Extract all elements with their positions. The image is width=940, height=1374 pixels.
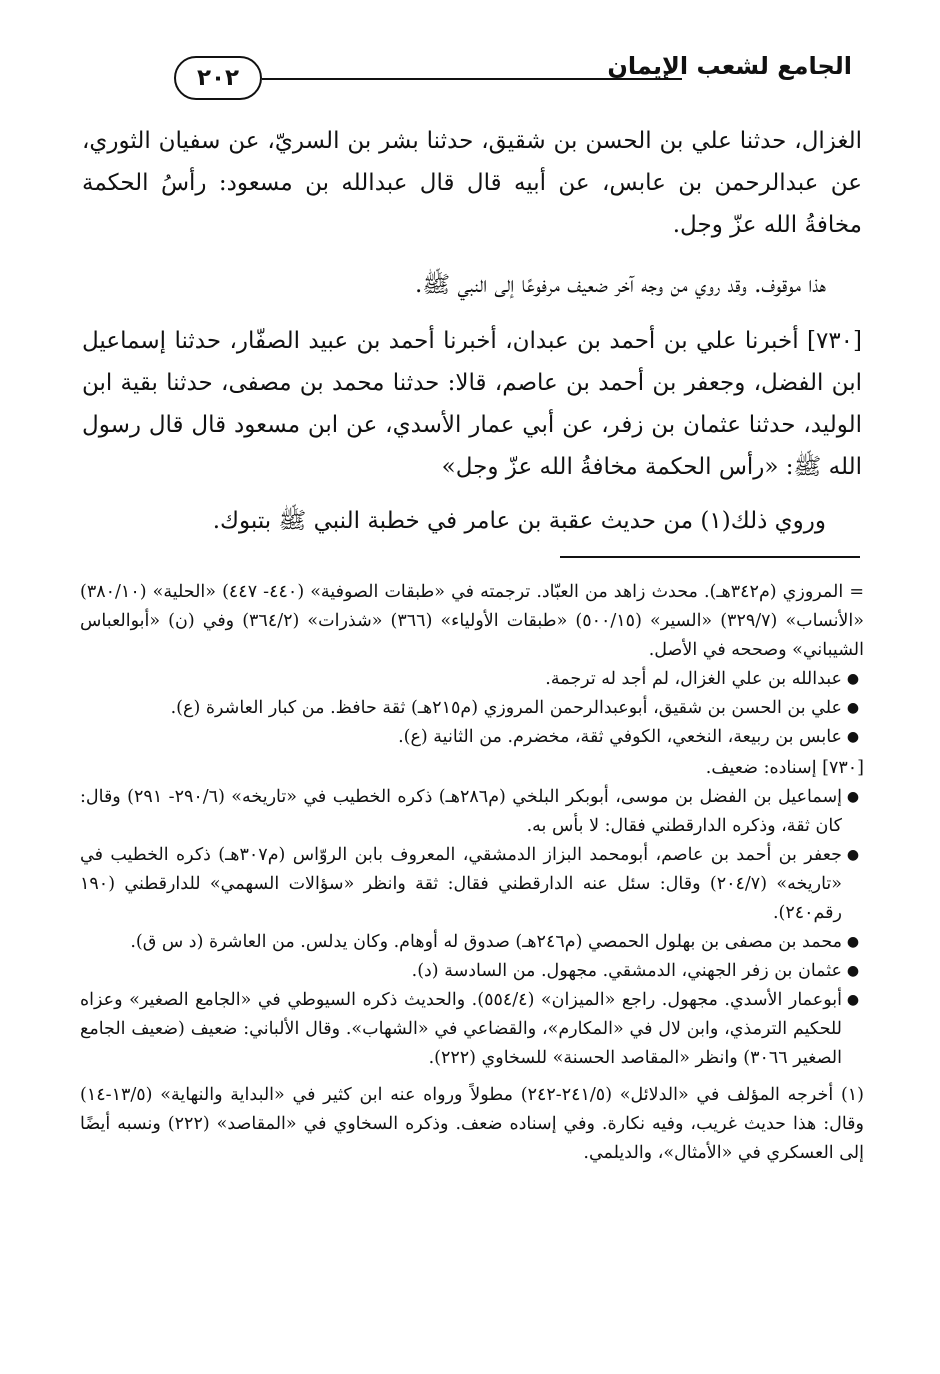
paragraph-mawquf-note: هذا موقوف. وقد روي من وجه آخر ضعيف مرفوعًا إلى النبي ﷺ. — [415, 272, 826, 298]
bullet-dot-icon: ● — [846, 671, 860, 687]
footnote-continuation: = المروزي (م٣٤٢هـ). محدث زاهد من العبّاد. ترجمته في «طبقات الصوفية» (٤٤٠- ٤٤٧) «الحلية» (٣٨٠/١٠) «الأنساب» (٣٢٩/٧) «السير» (٥٠٠/١٥) «طبقات الأولياء» (٣٦٦) «شذرات» (٣٦٤/٢) وفي (ن) «أبوالعباس الشيباني» وصححه في الأصل. — [80, 582, 864, 660]
note-text: جعفر بن أحمد بن عاصم، أبومحمد البزاز الدمشقي، المعروف بابن الروّاس (م٣٠٧هـ) ذكره الخطيب في «تاريخه» (٢٠٤/٧) وقال: سئل عنه الدارقطني فقال: ثقة وانظر «سؤالات السهمي» للدارقطني (١٩٠ رقم٢٤٠). — [80, 845, 842, 923]
note-text: علي بن الحسن بن شقيق، أبوعبدالرحمن المروزي (م٢١٥هـ) ثقة حافظ. من كبار العاشرة (ع). — [170, 698, 842, 718]
bullet-dot-icon: ● — [846, 847, 860, 863]
note-bullet — [80, 665, 864, 694]
bullet-dot-icon: ● — [846, 789, 860, 805]
main-text — [82, 120, 862, 542]
bullet-dot-icon: ● — [846, 992, 860, 1008]
footnote-1-marker: (١) — [840, 1085, 864, 1105]
bullet-dot-icon: ● — [846, 700, 860, 716]
footnote-1-text: أخرجه المؤلف في «الدلائل» (٢٤١/٥-٢٤٢) مطولاً ورواه عنه ابن كثير في «البداية والنهاية» (١٣/٥-١٤) وقال: هذا حديث غريب، وفيه نكارة. وفي إسناده ضعف. وذكره السخاوي في «المقاصد» (٢٢٢) ونسبه أيضًا إلى العسكري في «الأمثال»، والديلمي. — [80, 1085, 864, 1163]
running-header-title: الجامع لشعب الإيمان — [607, 52, 852, 80]
note-text: عابس بن ربيعة، النخعي، الكوفي ثقة، مخضرم. من الثانية (ع). — [398, 727, 842, 747]
note-bullet — [80, 694, 864, 723]
note-text: إسماعيل بن الفضل بن موسى، أبوبكر البلخي (م٢٨٦هـ) ذكره الخطيب في «تاريخه» (٢٩٠/٦- ٢٩١) وقال: كان ثقة، وذكره الدارقطني فقال: لا بأس به. — [80, 787, 843, 836]
note-bullet — [80, 957, 864, 986]
footnote-separator — [560, 556, 860, 558]
note-text: محمد بن مصفى بن بهلول الحمصي (م٢٤٦هـ) صدوق له أوهام. وكان يدلس. من العاشرة (د س ق). — [130, 932, 842, 952]
note-bullet — [80, 928, 864, 957]
note-bullet — [80, 841, 864, 928]
footnote-1 — [80, 1081, 864, 1168]
footnotes — [80, 578, 864, 1168]
note-text: عثمان بن زفر الجهني، الدمشقي. مجهول. من السادسة (د). — [411, 961, 842, 981]
page-number-badge: ٢٠٢ — [174, 56, 262, 100]
hadith-730: [٧٣٠] أخبرنا علي بن أحمد بن عبدان، أخبرنا أحمد بن عبيد الصفّار، حدثنا إسماعيل ابن الفضل، وجعفر بن أحمد بن عاصم، قالا: حدثنا محمد بن مصفى، حدثنا بقية ابن الوليد، حدثنا عثمان بن زفر، عن أبي عمار الأسدي، عن ابن مسعود قال قال رسول الله ﷺ: «رأس الحكمة مخافةُ الله عزّ وجل» — [82, 328, 863, 480]
note-text: عبدالله بن علي الغزال، لم أجد له ترجمة. — [545, 669, 842, 689]
paragraph-continuation: الغزال، حدثنا علي بن الحسن بن شقيق، حدثنا بشر بن السريّ، عن سفيان الثوري، عن عبدالرحمن بن عابس، عن أبيه قال قال عبدالله بن مسعود: رأسُ الحكمة مخافةُ الله عزّ وجل. — [82, 128, 862, 238]
bullet-dot-icon: ● — [846, 934, 860, 950]
note-bullet — [80, 783, 864, 841]
paragraph-other-narration: وروي ذلك(١) من حديث عقبة بن عامر في خطبة النبي ﷺ بتبوك. — [212, 508, 826, 534]
bullet-dot-icon: ● — [846, 729, 860, 745]
bullet-dot-icon: ● — [846, 963, 860, 979]
note-text: أبوعمار الأسدي. مجهول. راجع «الميزان» (٥٥٤/٤). والحديث ذكره السيوطي في «الجامع الصغير» وعزاه للحكيم الترمذي، وابن لال في «المكارم»، والقضاعي في «الشهاب». وقال الألباني: ضعيف (ضعيف الجامع الصغير ٣٠٦٦) وانظر «المقاصد الحسنة» للسخاوي (٢٢٢). — [80, 990, 842, 1068]
note-bullet — [80, 723, 864, 752]
isnad-heading: [٧٣٠] إسناده: ضعيف. — [705, 758, 864, 778]
note-bullet — [80, 986, 864, 1073]
header-rule — [262, 78, 682, 80]
